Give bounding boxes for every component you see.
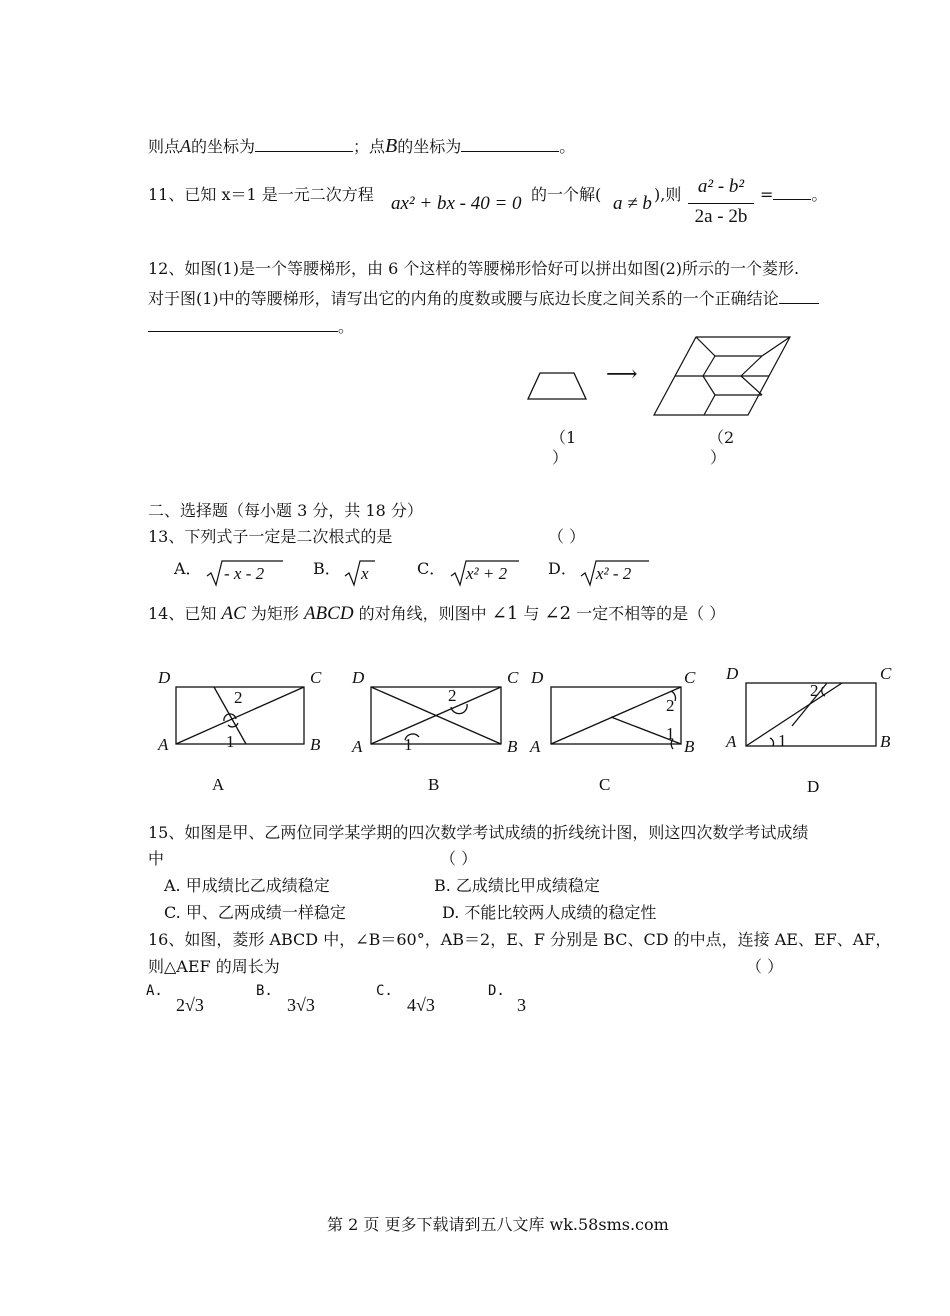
q12-line-1: 12、如图(1)是一个等腰梯形，由 6 个这样的等腰梯形恰好可以拼出如图(2)所示的一个菱形.: [148, 259, 800, 278]
vertex-label-c: C: [507, 668, 519, 687]
fraction-bar: [688, 203, 754, 204]
answer-blank[interactable]: [148, 317, 338, 332]
q15-line-1: 15、如图是甲、乙两位同学某学期的四次数学考试成绩的折线统计图，则这四次数学考试成绩: [148, 823, 809, 842]
vertex-label-a: A: [530, 737, 541, 756]
q11-text-4: = 。: [760, 185, 828, 204]
vertex-label-b: B: [684, 737, 695, 756]
q16-option-b-value: 3√3: [287, 995, 315, 1015]
figure-caption-d: D: [807, 777, 820, 796]
q11-condition: a ≠ b: [613, 193, 652, 214]
q13-stem: 13、下列式子一定是二次根式的是: [148, 527, 393, 546]
q11-text-2: 的一个解(: [531, 185, 602, 204]
angle-label-2: 2: [234, 688, 243, 707]
angle-label-2: 2: [666, 696, 675, 715]
vertex-label-c: C: [880, 664, 892, 683]
angle-label-1: 1: [404, 735, 413, 754]
q11-equation: ax² + bx - 40 = 0: [391, 193, 522, 214]
vertex-label-a: A: [158, 735, 169, 754]
page-footer: 第 2 页 更多下载请到五八文库 wk.58sms.com: [327, 1215, 669, 1234]
q15-option-a: A. 甲成绩比乙成绩稳定: [164, 876, 330, 895]
angle-label-2: 2: [810, 681, 819, 700]
q13-option-a-expr: - x - 2: [224, 564, 265, 583]
q12-line-2: 对于图(1)中的等腰梯形，请写出它的内角的度数或腰与底边长度之间关系的一个正确结论: [148, 286, 819, 309]
q11-text-1: 11、已知 x＝1 是一元二次方程: [148, 185, 374, 204]
figure-option-b: [345, 665, 525, 760]
angle-label-1: 1: [666, 724, 675, 743]
vertex-label-a: A: [726, 732, 737, 751]
q15-line-2: 中: [148, 849, 165, 868]
figure-option-c: [525, 665, 705, 760]
vertex-label-d: D: [158, 668, 171, 687]
q13-option-c-expr: x² + 2: [466, 564, 508, 583]
q15-option-c: C. 甲、乙两成绩一样稳定: [164, 903, 346, 922]
arrow-icon: ⟶: [606, 362, 638, 387]
figure-option-d: [720, 660, 900, 755]
angle-label-1: 1: [778, 731, 787, 750]
figure-1-caption-close: ）: [552, 448, 569, 467]
vertex-label-d: D: [531, 668, 544, 687]
q11-numerator: a² - b²: [697, 176, 745, 197]
angle-label-1: 1: [226, 732, 235, 751]
q16-line-1: 16、如图，菱形 ABCD 中，∠B＝60°，AB＝2，E、F 分别是 BC、CD 的中点，连接 AE、EF、AF，: [148, 930, 892, 949]
answer-blank[interactable]: [779, 289, 819, 304]
vertex-label-d: D: [726, 664, 739, 683]
vertex-label-c: C: [310, 668, 322, 687]
q16-option-d-label: D.: [488, 983, 505, 999]
q13-option-a-label: A．: [174, 559, 202, 578]
figure-2-caption-close: ）: [710, 448, 727, 467]
q16-line-2: 则△AEF 的周长为: [148, 957, 280, 976]
angle-label-2: 2: [448, 686, 457, 705]
q16-option-c-label: C.: [376, 983, 393, 999]
radical-sign: [343, 558, 377, 588]
q16-option-a-value: 2√3: [176, 995, 204, 1015]
vertex-label-b: B: [507, 737, 518, 756]
rhombus-figure-2: [650, 332, 800, 420]
vertex-label-b: B: [880, 732, 891, 751]
q15-option-b: B. 乙成绩比甲成绩稳定: [434, 876, 600, 895]
q13-option-d-label: D．: [548, 559, 577, 578]
q16-option-d-value: 3: [517, 995, 526, 1015]
figure-caption-b: B: [428, 775, 440, 794]
vertex-label-c: C: [684, 668, 696, 687]
figure-option-a: [150, 665, 330, 760]
q12-line-3: 。: [148, 314, 354, 337]
figure-caption-c: C: [599, 775, 611, 794]
q13-option-b-label: B．: [313, 559, 341, 578]
answer-blank[interactable]: [773, 185, 811, 200]
q15-answer-paren: （ ）: [440, 849, 478, 868]
q11-denominator: 2a - 2b: [694, 206, 748, 227]
q11-text-3: ),则: [654, 185, 682, 204]
answer-blank[interactable]: [255, 137, 353, 152]
section-title: 二、选择题（每小题 3 分，共 18 分）: [148, 501, 423, 520]
q16-option-b-label: B.: [256, 983, 273, 999]
q14-stem: 14、已知 AC 为矩形 ABCD 的对角线，则图中 ∠1 与 ∠2 一定不相等的是（ ）: [148, 603, 726, 624]
q16-option-a-label: A.: [146, 983, 163, 999]
q13-option-b-expr: x: [361, 564, 369, 583]
q16-option-c-value: 4√3: [407, 995, 435, 1015]
answer-blank[interactable]: [461, 137, 559, 152]
vertex-label-d: D: [352, 668, 365, 687]
vertex-label-a: A: [352, 737, 363, 756]
q13-option-d-expr: x² - 2: [596, 564, 632, 583]
figure-2-caption: （2: [708, 428, 735, 447]
figure-1-caption: （1: [550, 428, 577, 447]
q16-answer-paren: （ ）: [746, 957, 784, 976]
vertex-label-b: B: [310, 735, 321, 754]
q13-option-c-label: C．: [417, 559, 446, 578]
q10-line: 则点A的坐标为 ；点B的坐标为 。: [148, 135, 576, 157]
q13-answer-paren: （ ）: [548, 527, 586, 546]
figure-caption-a: A: [212, 775, 225, 794]
trapezoid-figure-1: [520, 360, 600, 405]
q15-option-d: D. 不能比较两人成绩的稳定性: [442, 903, 657, 922]
